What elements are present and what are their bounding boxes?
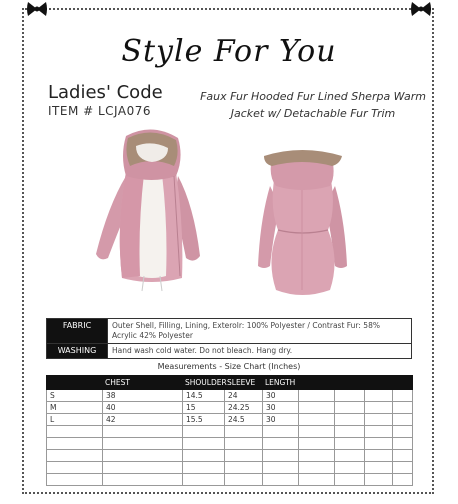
size-chart-cell (103, 474, 183, 486)
size-chart-cell (335, 426, 365, 438)
size-chart-cell (183, 426, 225, 438)
size-chart-cell (103, 450, 183, 462)
size-chart-cell (299, 402, 335, 414)
table-row (47, 462, 413, 474)
size-chart-header-cell: SLEEVE (225, 376, 263, 390)
size-chart-cell: 30 (263, 402, 299, 414)
size-chart-cell (47, 450, 103, 462)
size-chart-header-cell (47, 376, 103, 390)
size-chart-cell (393, 438, 413, 450)
size-chart-cell: M (47, 402, 103, 414)
size-chart-cell (365, 414, 393, 426)
size-chart-header-cell: CHEST (103, 376, 183, 390)
size-chart-cell (393, 450, 413, 462)
size-chart-cell (103, 438, 183, 450)
bow-icon (410, 0, 432, 18)
size-chart-cell (335, 474, 365, 486)
size-chart-cell (225, 462, 263, 474)
fabric-care-table (46, 318, 412, 359)
size-chart-caption: Measurements - Size Chart (Inches) (157, 362, 301, 371)
size-chart-cell (225, 450, 263, 462)
item-number: ITEM # LCJA076 (48, 104, 151, 118)
size-chart-cell (225, 474, 263, 486)
size-chart-cell (225, 426, 263, 438)
size-chart-header-cell (299, 376, 335, 390)
table-row (47, 474, 413, 486)
size-chart-cell (335, 450, 365, 462)
size-chart-cell (299, 474, 335, 486)
size-chart-cell: 24.25 (225, 402, 263, 414)
size-chart-cell (103, 426, 183, 438)
size-chart-cell (299, 438, 335, 450)
size-chart-cell (263, 474, 299, 486)
size-chart-cell (393, 402, 413, 414)
size-chart-cell (393, 390, 413, 402)
fabric-label: FABRIC (47, 319, 108, 344)
size-chart-cell (365, 426, 393, 438)
size-chart-header-cell: LENGTH (263, 376, 299, 390)
washing-value: Hand wash cold water. Do not bleach. Hang dry. (108, 344, 412, 359)
jacket-front-image (86, 126, 216, 296)
size-chart-cell: 30 (263, 414, 299, 426)
size-chart-cell (365, 450, 393, 462)
size-chart-cell (299, 414, 335, 426)
size-chart-cell (299, 426, 335, 438)
size-chart-cell (263, 462, 299, 474)
table-row (47, 426, 413, 438)
size-chart-cell (335, 414, 365, 426)
size-chart-header-cell: SHOULDER (183, 376, 225, 390)
size-chart-table (46, 375, 413, 486)
size-chart-cell (225, 438, 263, 450)
size-chart-cell (365, 462, 393, 474)
size-chart-cell (263, 426, 299, 438)
size-chart-cell (47, 426, 103, 438)
size-chart-header-cell (335, 376, 365, 390)
table-row (47, 344, 412, 359)
size-chart-cell (335, 462, 365, 474)
size-chart-cell: 24 (225, 390, 263, 402)
size-chart-cell (365, 438, 393, 450)
size-chart-cell (263, 438, 299, 450)
product-title (198, 88, 428, 122)
size-chart-cell (299, 462, 335, 474)
size-chart-cell (183, 462, 225, 474)
fabric-value: Outer Shell, Filling, Lining, Exterolr: 100% Polyester / Contrast Fur: 58% Acrylic 42% Polyester (108, 319, 412, 344)
table-row (47, 402, 413, 414)
size-chart-cell (335, 402, 365, 414)
size-chart-header-cell (393, 376, 413, 390)
size-chart-cell (365, 402, 393, 414)
size-chart-cell (335, 438, 365, 450)
size-chart-cell (103, 462, 183, 474)
size-chart-cell: L (47, 414, 103, 426)
size-chart-cell (47, 474, 103, 486)
size-chart-cell (393, 414, 413, 426)
table-row (47, 414, 413, 426)
size-chart-cell: 40 (103, 402, 183, 414)
size-chart-cell (335, 390, 365, 402)
size-chart-cell: 14.5 (183, 390, 225, 402)
bow-icon (26, 0, 48, 18)
size-chart-cell (365, 390, 393, 402)
size-chart-cell: 24.5 (225, 414, 263, 426)
size-chart-cell (365, 474, 393, 486)
size-chart-cell (393, 474, 413, 486)
size-chart-cell: 42 (103, 414, 183, 426)
size-chart-cell (47, 438, 103, 450)
size-chart-cell: S (47, 390, 103, 402)
size-chart-cell: 15.5 (183, 414, 225, 426)
size-chart-cell (263, 450, 299, 462)
jacket-back-image (250, 150, 355, 300)
ladies-code-heading: Ladies' Code (48, 82, 163, 103)
size-chart-cell (299, 450, 335, 462)
table-row (47, 390, 413, 402)
brand-logo: Style For You (121, 34, 337, 69)
size-chart-cell (183, 438, 225, 450)
table-row (47, 450, 413, 462)
size-chart-cell (47, 462, 103, 474)
table-row (47, 438, 413, 450)
size-chart-cell (393, 426, 413, 438)
product-title-line: Jacket w/ Detachable Fur Trim (230, 107, 396, 120)
size-chart-cell: 38 (103, 390, 183, 402)
size-chart-cell (393, 462, 413, 474)
size-chart-cell: 15 (183, 402, 225, 414)
size-chart-cell: 30 (263, 390, 299, 402)
size-chart-header-row (47, 376, 413, 390)
washing-label: WASHING (47, 344, 108, 359)
size-chart-cell (299, 390, 335, 402)
table-row (47, 319, 412, 344)
product-title-line: Faux Fur Hooded Fur Lined Sherpa Warm (200, 90, 426, 103)
size-chart-cell (183, 474, 225, 486)
size-chart-cell (183, 450, 225, 462)
size-chart-header-cell (365, 376, 393, 390)
